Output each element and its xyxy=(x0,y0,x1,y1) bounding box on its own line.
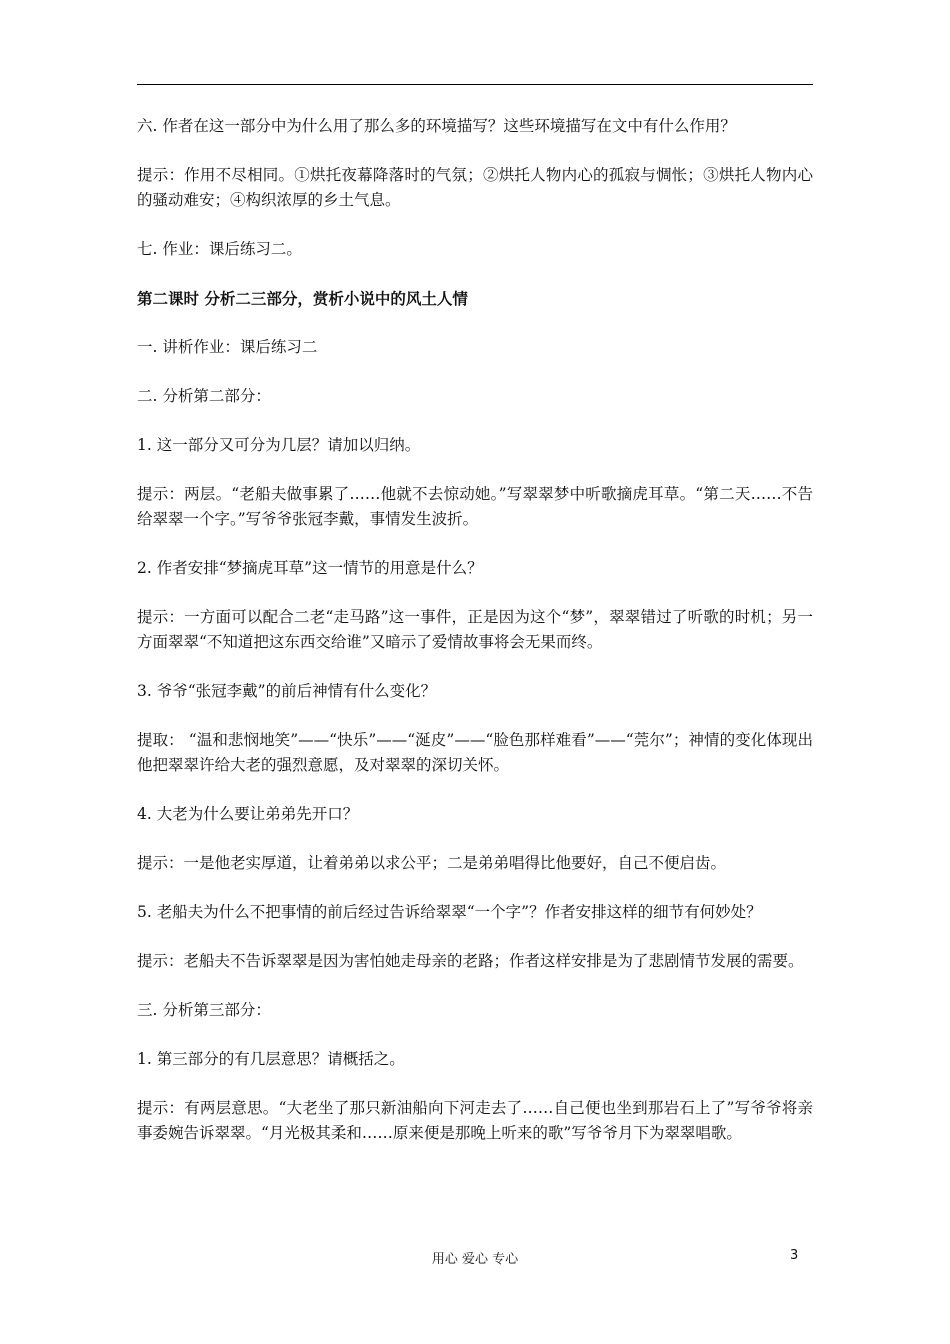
paragraph: 七. 作业：课后练习二。 xyxy=(137,240,302,258)
paragraph: 提示：有两层意思。“大老坐了那只新油船向下河走去了……自己便也坐到那岩石上了”写爷爷将亲事委婉告诉翠翠。“月光极其柔和……原来便是那晚上听来的歌”写爷爷月下为翠翠唱歌。 xyxy=(137,1099,813,1142)
paragraph: 提示：一方面可以配合二老“走马路”这一事件，正是因为这个“梦”，翠翠错过了听歌的时机；另一方面翠翠“不知道把这东西交给谁”又暗示了爱情故事将会无果而终。 xyxy=(137,608,813,651)
paragraph: 二. 分析第二部分： xyxy=(137,387,271,405)
paragraph: 3. 爷爷“张冠李戴”的前后神情有什么变化？ xyxy=(137,682,437,700)
paragraph: 2. 作者安排“梦摘虎耳草”这一情节的用意是什么？ xyxy=(137,559,483,577)
paragraph: 1. 第三部分的有几层意思？请概括之。 xyxy=(137,1050,405,1068)
header-rule xyxy=(137,84,813,85)
paragraph: 提示：两层。“老船夫做事累了……他就不去惊动她。”写翠翠梦中听歌摘虎耳草。“第二天……不告给翠翠一个字。”写爷爷张冠李戴，事情发生波折。 xyxy=(137,485,813,528)
paragraph: 六. 作者在这一部分中为什么用了那么多的环境描写？这些环境描写在文中有什么作用？ xyxy=(137,117,736,135)
paragraph: 提示：老船夫不告诉翠翠是因为害怕她走母亲的老路；作者这样安排是为了悲剧情节发展的需要。 xyxy=(137,952,804,970)
paragraph: 提示：一是他老实厚道，让着弟弟以求公平；二是弟弟唱得比他要好，自己不便启齿。 xyxy=(137,854,727,872)
document-body xyxy=(137,114,813,1170)
paragraph: 1. 这一部分又可分为几层？请加以归纳。 xyxy=(137,436,421,454)
paragraph: 4. 大老为什么要让弟弟先开口？ xyxy=(137,805,359,823)
page-number: 3 xyxy=(790,1248,799,1263)
paragraph: 一. 讲析作业：课后练习二 xyxy=(137,338,318,356)
paragraph: 提示：作用不尽相同。①烘托夜幕降落时的气氛；②烘托人物内心的孤寂与惆怅；③烘托人物内心的骚动难安；④构织浓厚的乡土气息。 xyxy=(137,166,813,209)
paragraph: 提取： “温和悲悯地笑”——“快乐”——“涎皮”——“脸色那样难看”——“莞尔”；神情的变化体现出他把翠翠许给大老的强烈意愿，及对翠翠的深切关怀。 xyxy=(137,731,813,774)
section-heading: 第二课时 分析二三部分，赏析小说中的风土人情 xyxy=(137,289,468,308)
paragraph: 5. 老船夫为什么不把事情的前后经过告诉给翠翠“一个字”？作者安排这样的细节有何妙处？ xyxy=(137,903,762,921)
paragraph: 三. 分析第三部分： xyxy=(137,1001,271,1019)
footer-motto: 用心 爱心 专心 xyxy=(431,1252,519,1267)
